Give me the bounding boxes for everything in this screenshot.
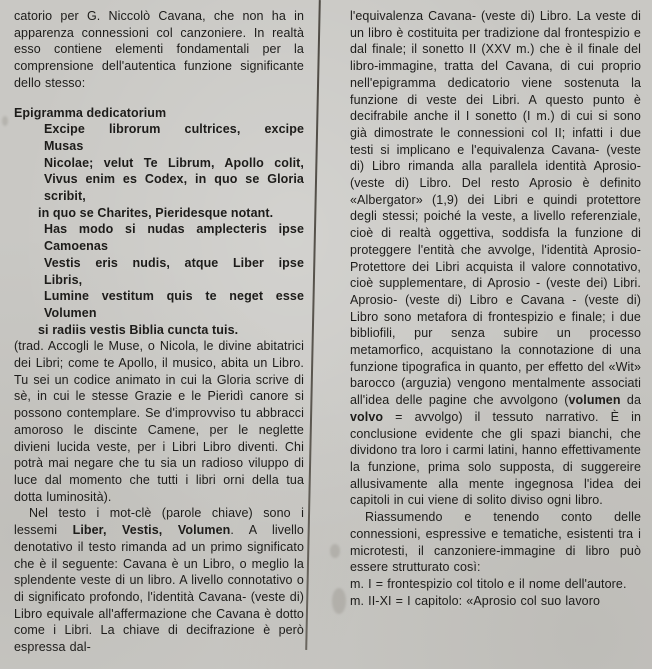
text-run: m. I = frontespizio col titolo e il nome dell'autore.: [350, 576, 627, 591]
text-run: = avvolgo) il tessuto narrativo. È in conclusione evidente che gli spazi bianchi, che dividono tra loro i carmi latini, hanno effettivamente la funzione, prima solo supposta, di suggereire allusivamente alla mente ingegnosa l'idea dei capitoli in cui viene di solito diviso ogni libro.: [350, 409, 641, 508]
scan-artifact: [332, 588, 346, 614]
left-column: [14, 8, 304, 656]
verse-line: in quo se Charites, Pieridesque notant.: [38, 205, 274, 220]
verse-line: Has modo si nudas amplecteris ipse: [44, 222, 304, 237]
verse-line: Nicolae; velut Te Librum, Apollo colit,: [44, 155, 304, 170]
text-run: l'equivalenza Cavana- (veste di) Libro. La veste di un libro è costituita per tradizione dal frontespizio e dal finale; il sonetto II (XXV m.) che è il finale del libro-immagine, tratta del Cavana, di cui proprio nell'epigramma dedicatorio viene sostenuta la funzione di veste dei Libri. A questo punto è decifrabile anche il I sonetto (I m.) di cui si sono già dimostrate le connessioni col II; infatti i due testi si implicano e l'equivalenza Cavana- (veste di) Libro rimanda alla parallela identità Aprosio- (veste di) Libro. Del resto Aprosio è definito «Albergator» (1,9) dei Libri e quindi protettore degli stessi; poiché la veste, a livello referenziale, cioè di realtà oggettiva, soddisfa la funzione di proteggere l'entità che avvolge, l'identità Aprosio-Protettore dei Libri acquista il valore connotativo, cioè supplementare, di Aprosio - (veste dei) Libri. Aprosio- (veste di) Libro e Cavana - (veste di) Libro sono metafora di frontespizio e finale; i due bibliofili, pur senza subire un processo metamorfico, acquistano la connotazione di una funzione tipografica in quanto, per effetto del «Wit» barocco (arguzia) vengono mentalmente associati all'idea delle pagine che avvolgono (: [350, 9, 641, 408]
text-run: Riassumendo e tenendo conto delle connessioni, espressive e tematiche, esistenti tra i microtesti, il canzoniere-immagine di libro può essere strutturato così:: [350, 510, 641, 575]
text-run: da: [620, 393, 641, 408]
text-run: catorio per G. Niccolò Cavana, che non ha in apparenza connessioni col canzoniere. In realtà esso contiene elementi fondamentali per la comprensione dell'autentica funzione significante dello stesso:: [14, 9, 304, 90]
text-run: . A livello denotativo il testo rimanda ad un primo significato che è il seguente: Cavana è un Libro, o meglio la splendente veste di un libro. A livello connotativo o di significato profondo, l'identità Cavana- (veste di) Libro equivale all'affermazione che Cavana è dotto come i Libri. La chiave di decifrazione è però espressa dal-: [14, 523, 304, 655]
text-run: m. II-XI = I capitolo: «Aprosio col suo lavoro: [350, 593, 601, 608]
bold-keyword: volvo: [350, 409, 384, 424]
bold-keyword: volumen: [568, 393, 621, 408]
paragraph: [350, 593, 641, 610]
verse-line: Volumen: [44, 305, 97, 320]
verse-line: Libris,: [44, 272, 83, 287]
verse-line: Camoenas: [44, 239, 109, 254]
paragraph: [14, 505, 304, 655]
verse-line: scribit,: [44, 189, 86, 204]
verse-line: si radiis vestis Biblia cuncta tuis.: [38, 322, 239, 337]
paragraph: [14, 338, 304, 505]
text-run: (trad. Accogli le Muse, o Nicola, le divine abitatrici dei Libri; come te Apollo, il musico, abita un Libro. Tu sei un codice animato in cui la Gloria scrive di sè, in cui le stesse Grazie e le Pieridì canore si possono contemplare. Se d'improvviso tu abbracci amoroso le discinte Camene, per le neglette divieni lucida veste, per i Libri Libro diventi. Chi potrà mai negare che tu sia un radioso viluppo di luce dal momento che tutti i libri orni della tua dotta luminosità).: [14, 339, 304, 504]
paragraph: [350, 8, 641, 509]
text-run: Nel testo i mot-clè (parole chiave) sono i lessemi: [14, 506, 304, 538]
epigram-heading: Epigramma dedicatorium: [14, 105, 167, 120]
paragraph: [350, 509, 641, 576]
epigram-verse: [14, 121, 304, 338]
scan-artifact: [2, 116, 8, 126]
paragraph: [14, 8, 304, 92]
paragraph: [350, 576, 641, 593]
bold-keyword: Liber, Vestis, Volumen: [72, 523, 231, 538]
scan-artifact: [330, 544, 340, 558]
verse-line: Vivus enim es Codex, in quo se Gloria: [44, 172, 304, 187]
verse-line: Musas: [44, 138, 84, 153]
verse-line: Vestis eris nudis, atque Liber ipse: [44, 255, 304, 270]
column-divider-rule: [305, 0, 321, 650]
verse-line: Lumine vestitum quis te neget esse: [44, 289, 304, 304]
right-column: [350, 8, 641, 609]
verse-line: Excipe librorum cultrices, excipe: [44, 122, 304, 137]
